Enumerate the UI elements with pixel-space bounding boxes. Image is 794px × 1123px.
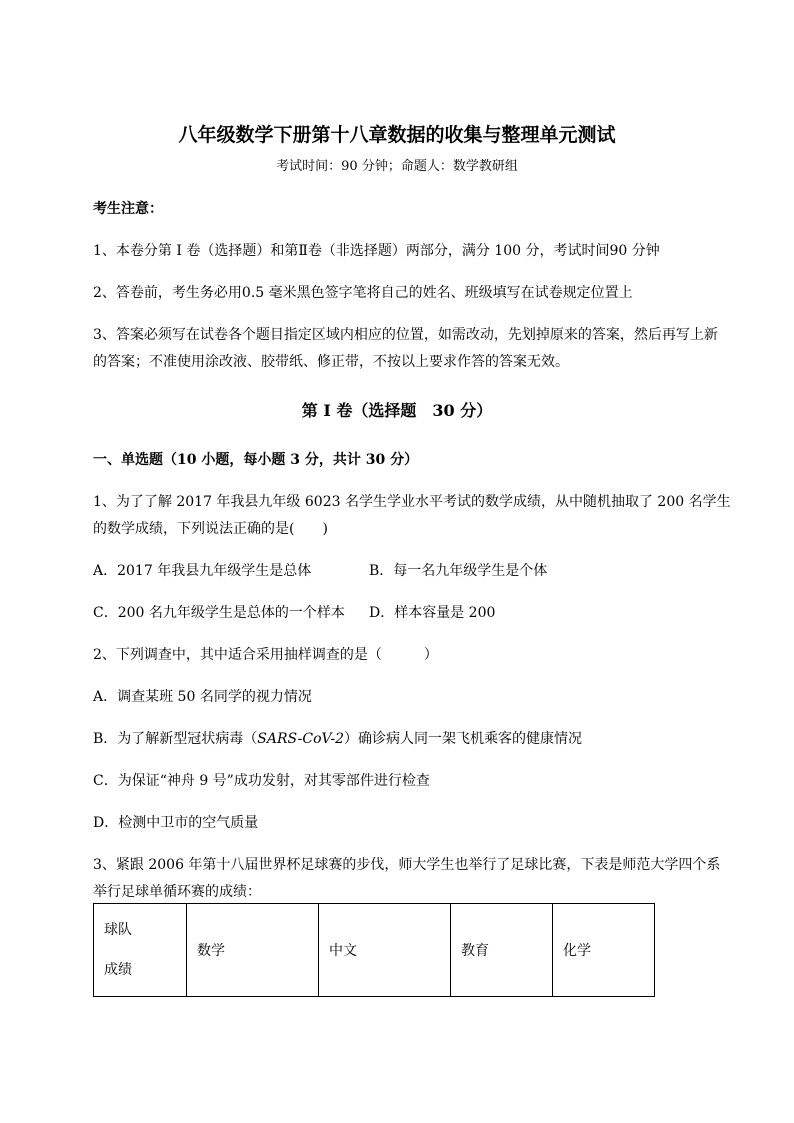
table-row	[94, 904, 655, 997]
note-item-3: 3、答案必须写在试卷各个题目指定区域内相应的位置，如需改动，先划掉原来的答案，然后再写上新	[93, 327, 718, 343]
q1-option-a: A．2017 年我县九年级学生是总体	[93, 563, 312, 579]
q3-stem-line1: 3、紧跟 2006 年第十八届世界杯足球赛的步伐，师大学生也举行了足球比赛，下表是师范大学四个系	[93, 857, 721, 873]
q2-option-d: D．检测中卫市的空气质量	[93, 815, 259, 831]
q3-score-table	[93, 903, 655, 997]
part-heading: 一、单选题（10 小题，每小题 3 分，共计 30 分）	[93, 452, 419, 468]
q2-option-b-pre: B．为了解新型冠状病毒（	[93, 731, 258, 747]
table-col-math: 数学	[187, 904, 319, 997]
q2-option-b-virus: SARS-CoV-2	[257, 731, 344, 747]
q3-stem-line2: 举行足球单循环赛的成绩：	[93, 884, 261, 900]
q2-stem: 2、下列调查中，其中适合采用抽样调查的是（ ）	[93, 647, 438, 663]
page-subtitle: 考试时间：90 分钟；命题人：数学教研组	[276, 159, 518, 174]
q1-stem-line1: 1、为了了解 2017 年我县九年级 6023 名学生学业水平考试的数学成绩，从中随机抽取了 200 名学生	[93, 494, 731, 510]
q1-option-d: D．样本容量是 200	[369, 605, 496, 621]
q2-option-b	[93, 729, 582, 749]
table-col-chinese: 中文	[319, 904, 451, 997]
q1-option-c: C．200 名九年级学生是总体的一个样本	[93, 605, 345, 621]
q2-option-c: C．为保证“神舟 9 号”成功发射，对其零部件进行检查	[93, 773, 430, 789]
section-title: 第 I 卷（选择题 30 分）	[301, 401, 493, 420]
page-title: 八年级数学下册第十八章数据的收集与整理单元测试	[178, 124, 616, 146]
corner-label-score: 成绩	[104, 962, 132, 978]
note-item-2: 2、答卷前，考生务必用0.5 毫米黑色签字笔将自己的姓名、班级填写在试卷规定位置上	[93, 285, 633, 301]
notes-heading: 考生注意：	[93, 201, 163, 217]
q2-option-b-post: ）确诊病人同一架飞机乘客的健康情况	[343, 731, 582, 747]
table-corner-cell	[94, 904, 187, 997]
corner-label-team: 球队	[104, 922, 132, 938]
q1-option-b: B．每一名九年级学生是个体	[369, 563, 548, 579]
note-item-1: 1、本卷分第 I 卷（选择题）和第Ⅱ卷（非选择题）两部分，满分 100 分，考试时间90 分钟	[93, 243, 660, 259]
q1-stem-line2: 的数学成绩，下列说法正确的是( )	[93, 521, 328, 537]
table-col-education: 教育	[451, 904, 553, 997]
table-col-chemistry: 化学	[553, 904, 655, 997]
note-item-3-cont: 的答案；不准使用涂改液、胶带纸、修正带，不按以上要求作答的答案无效。	[93, 354, 569, 370]
q2-option-a: A．调查某班 50 名同学的视力情况	[93, 689, 312, 705]
